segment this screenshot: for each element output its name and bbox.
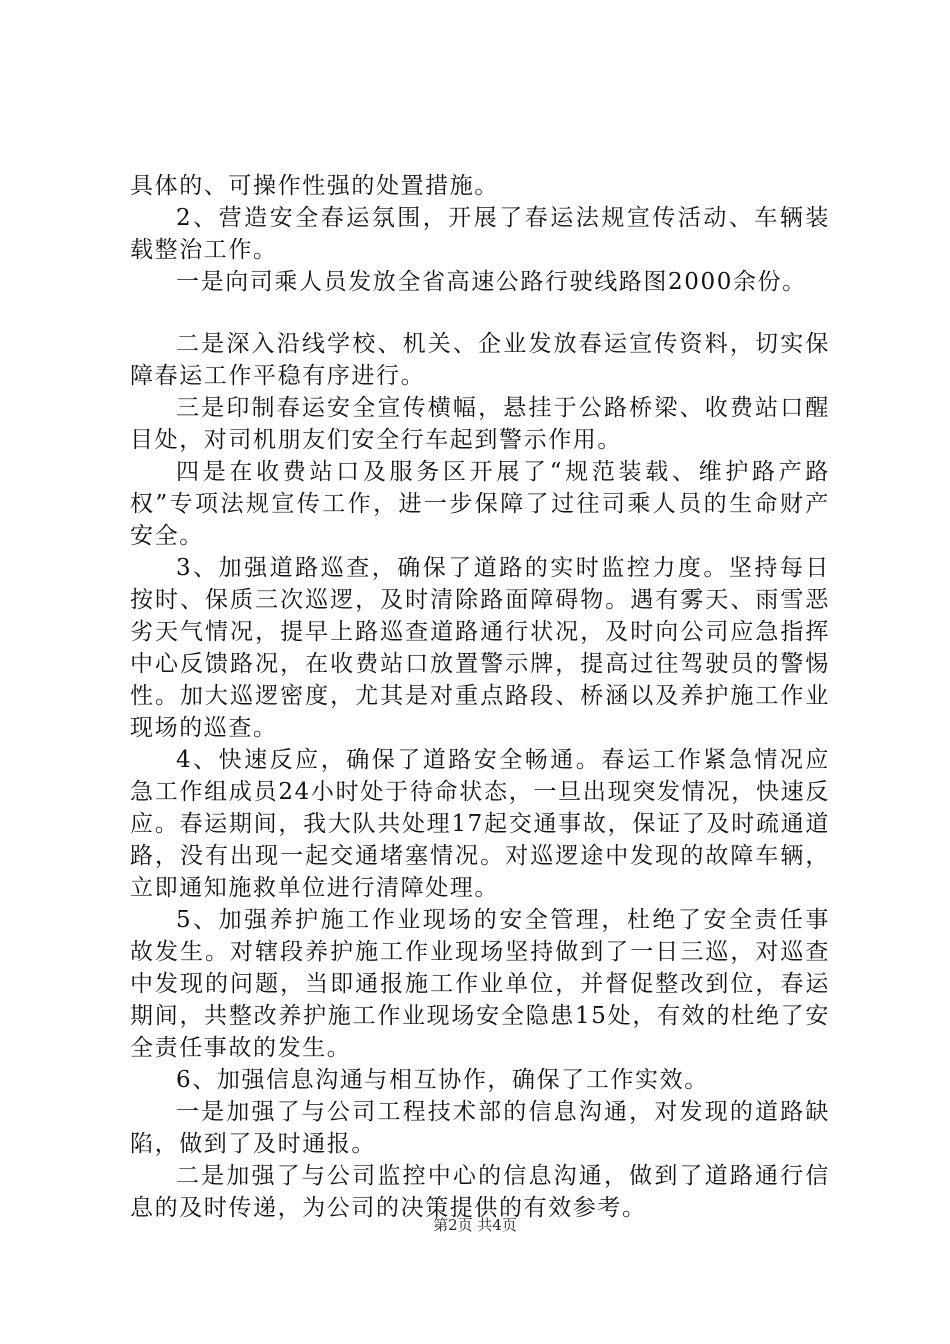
paragraph: 二是加强了与公司监控中心的信息沟通，做到了道路通行信息的及时传递，为公司的决策提供的有效参考。: [130, 1163, 830, 1221]
paragraph: 具体的、可操作性强的处置措施。: [130, 173, 499, 199]
paragraph: 一是向司乘人员发放全省高速公路行驶线路图2000余份。: [176, 269, 807, 295]
paragraph: 4、快速反应，确保了道路安全畅通。春运工作紧急情况应急工作组成员24小时处于待命状态，一旦出现突发情况，快速反应。春运期间，我大队共处理17起交通事故，保证了及时疏通道路，没有出现一起交通堵塞情况。对巡逻途中发现的故障车辆，立即通知施救单位进行清障处理。: [130, 747, 830, 901]
paragraph: 2、营造安全春运氛围，开展了春运法规宣传活动、车辆装载整治工作。: [130, 205, 830, 263]
paragraph: 6、加强信息沟通与相互协作，确保了工作实效。: [176, 1067, 709, 1093]
paragraph: 5、加强养护施工作业现场的安全管理，杜绝了安全责任事故发生。对辖段养护施工作业现场坚持做到了一日三巡，对巡查中发现的问题，当即通报施工作业单位，并督促整改到位，春运期间，共整改养护施工作业现场安全隐患15处，有效的杜绝了安全责任事故的发生。: [130, 907, 830, 1061]
paragraph: 二是深入沿线学校、机关、企业发放春运宣传资料，切实保障春运工作平稳有序进行。: [130, 331, 830, 389]
document-body: [130, 170, 830, 1224]
paragraph: 三是印制春运安全宣传横幅，悬挂于公路桥梁、收费站口醒目处，对司机朋友们安全行车起到警示作用。: [130, 395, 830, 453]
paragraph: 一是加强了与公司工程技术部的信息沟通，对发现的道路缺陷，做到了及时通报。: [130, 1099, 830, 1157]
paragraph: 3、加强道路巡查，确保了道路的实时监控力度。坚持每日按时、保质三次巡逻，及时清除路面障碍物。遇有雾天、雨雪恶劣天气情况，提早上路巡查道路通行状况，及时向公司应急指挥中心反馈路况，在收费站口放置警示牌，提高过往驾驶员的警惕性。加大巡逻密度，尤其是对重点路段、桥涵以及养护施工作业现场的巡查。: [130, 555, 830, 741]
paragraph: 四是在收费站口及服务区开展了“规范装载、维护路产路权”专项法规宣传工作，进一步保障了过往司乘人员的生命财产安全。: [130, 459, 830, 549]
page-footer: 第2页 共4页: [433, 1216, 517, 1234]
